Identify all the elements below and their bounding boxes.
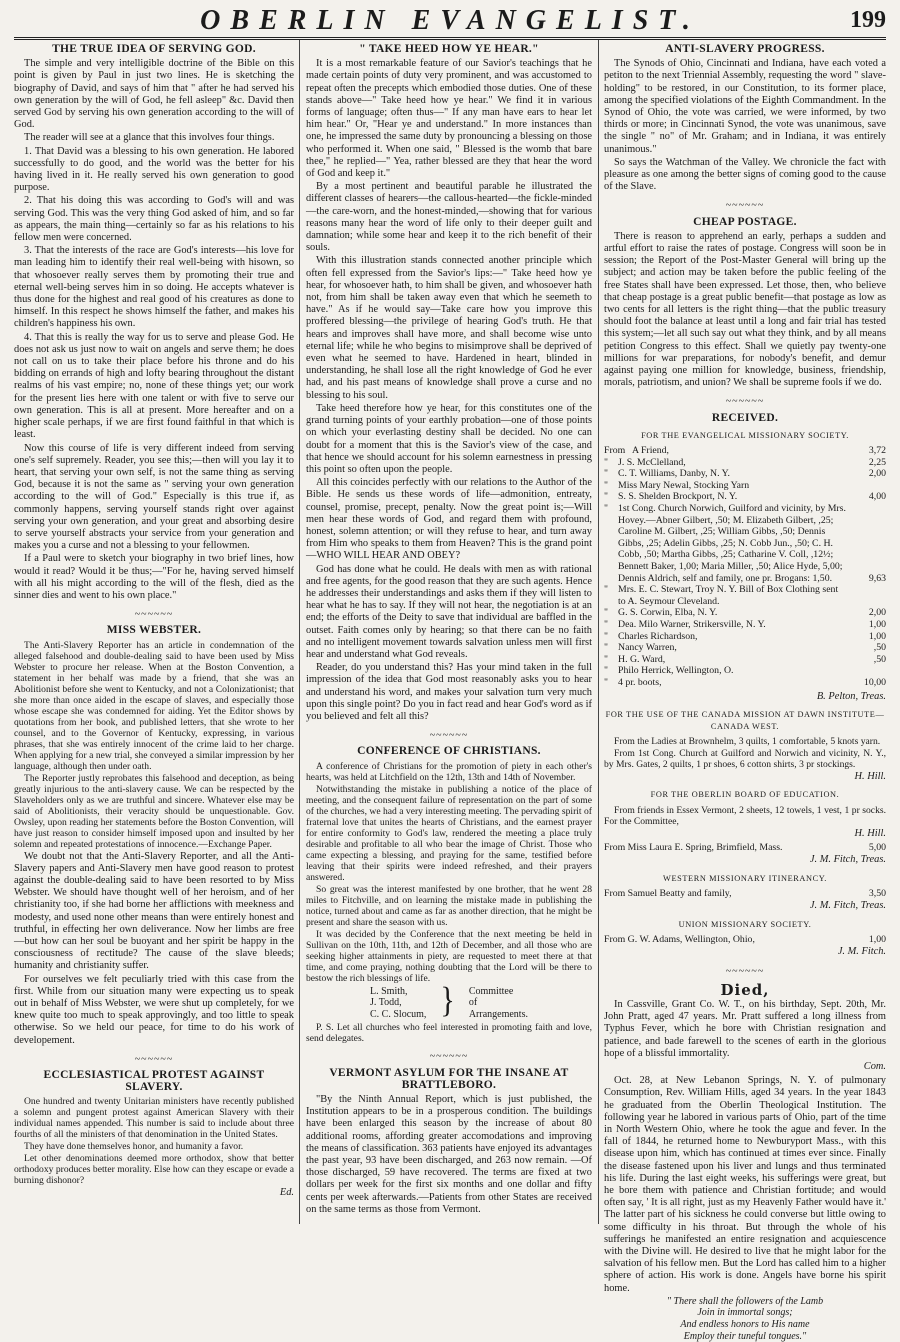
ditto-mark: " (604, 491, 608, 503)
section-divider: ~~~~~~ (725, 200, 765, 212)
paragraph: 3. That the interests of the race are God's interests—his love for man leading him to identify their real well-being with hisown, so that whosoever really serves them by promoting their true and eternal well-being serves him in so doing. He accepts whatever is thus done for the highest and real good of his creatures as done to himself. In this respect he shows himself the father, and makes his children's happiness his own. (14, 245, 294, 330)
article-heading: CHEAP POSTAGE. (693, 215, 797, 228)
paragraph: We doubt not that the Anti-Slavery Reporter, and all the Anti-Slavery papers and Anti-Slavery men have good reason to protest against the double-dealing said to have been resorted to by Miss Webster. We should have thought well of her heroism, and of her christianity too, if she had borne her afflictions with meekness and modesty, and used none other means than were entirely honest and truthful, in effecting her own deliverance. Now her limbs are free—but how can her soul be buoyant and her spirit be happy in the consciousness of rectitude? The cause of the slave bleeds; humanity and christianity suffer. (14, 850, 294, 972)
ledger-row (604, 445, 886, 457)
ditto-mark: " (604, 653, 608, 665)
ledger-amount: 1,00 (868, 619, 886, 630)
ledger-name: Philo Herrick, Wellington, O. (618, 665, 734, 677)
article-heading: " TAKE HEED HOW YE HEAR." (359, 43, 539, 55)
paragraph: From friends in Essex Vermont, 2 sheets, 12 towels, 1 vest, 1 pr socks. For the Committee, (604, 804, 886, 827)
receipts-ledger (604, 445, 886, 688)
ledger-amount: 5,00 (868, 841, 886, 853)
article-heading: MISS WEBSTER. (106, 624, 202, 637)
ledger-name: Miss Mary Newal, Stocking Yarn (618, 479, 750, 491)
committee-member: L. Smith, (370, 985, 408, 997)
paragraph: In Cassville, Grant Co. W. T., on his birthday, Sept. 20th, Mr. John Pratt, aged 47 years. Mr. Pratt suffered a long illness from Typhus Fever, which he bore with Christian resignation and patience, and bade farewell to the scenes of earth in the glorious hope of a blissful immortality. (604, 998, 886, 1059)
poem-line: Join in immortal songs; (697, 1307, 793, 1319)
signature: J. M. Fitch. (837, 946, 886, 958)
ledger-row (604, 677, 886, 689)
committee-label: Arrangements. (468, 1008, 528, 1020)
committee-label: of (468, 997, 478, 1009)
poem (604, 1296, 886, 1342)
ledger-name: Charles Richardson, (618, 630, 698, 642)
ledger-row (604, 934, 886, 946)
signature: Ed. (279, 1187, 294, 1199)
ditto-mark: " (604, 479, 608, 491)
committee-member: J. Todd, (370, 997, 402, 1009)
ledger-amount: 4,00 (868, 491, 886, 503)
paragraph: The Synods of Ohio, Cincinnati and Indiana, have each voted a petiton to the next Triennial Assembly, requesting the word " slave-holding" to be restored, in our Constitution, to its former place, among the specified violations of the Eighth Commandment. In the Synod of Ohio, the vote was carried, we were informed, by two thirds or more; in Cincinnati Synod, the vote was unanimous, save the single " no" of Mr. Graham; and in Indiana, it was entirely unanimous." (604, 58, 886, 155)
column-3 (604, 40, 886, 1342)
list-subheading: FOR THE EVANGELICAL MISSIONARY SOCIETY. (641, 430, 849, 440)
article-heading: CONFERENCE OF CHRISTIANS. (357, 745, 541, 758)
section-divider: ~~~~~~ (134, 609, 174, 621)
paragraph: It is a most remarkable feature of our Savior's teachings that he made certain points of duty very prominent, and was accustomed to repeat often the precepts which embodied those duties. One of these stands above—" Take heed how ye hear." We find it in various forms of language; often thus—" If any man have ears to hear let him hear." Or, "Hear ye and understand." In more instances than one, he impressed the same duty by pronouncing a blessing on those who performed it. When one said, " Blessed is the womb that bare thee," he replied—" Yea, rather blessed are they that hear the word of God and keep it." (306, 58, 592, 180)
obituary-heading: Died, (720, 980, 770, 999)
ledger-name: Dea. Milo Warner, Strikersville, N. Y. (618, 619, 766, 630)
ledger-amount: 10,00 (863, 676, 886, 688)
ditto-mark: " (604, 619, 608, 630)
ditto-mark: " (604, 503, 608, 515)
list-subheading: WESTERN MISSIONARY ITINERANCY. (663, 873, 827, 883)
ledger-row (604, 503, 886, 584)
paragraph: For ourselves we felt peculiarly tried with this case from the first. While from our situation many were expecting us to speak out in behalf of Miss Webster, we were shut up completely, for we knew quite too much to speak approvingly, and too little to speak otherwise. So we held our peace, for time to do his work of developement. (14, 973, 294, 1046)
ledger-row (604, 584, 886, 607)
ledger-amount: 1,00 (868, 630, 886, 642)
ledger-name: C. T. Williams, Danby, N. Y. (618, 468, 730, 480)
ledger-long-entry: 1st Cong. Church Norwich, Guilford and vicinity, by Mrs. Hovey.—Abner Gilbert, ,50; M. Elizabeth Gilbert, ,25; Caroline M. Gilbert, ,25; William Gibbs, ,50; Dennis Gibbs, ,25; Adelin Gibbs, ,25; N. Cobb Jun., ,50; C. H. Cobb, ,50; Martha Gibbs, ,25; Catharine V. Coll, ,12½; Bennett Baker, 1,00; Maria Miller, ,50; Alice Hyde, 5,00; Dennis Aldrich, self and family, one pr. Brogans: 1,50. (618, 503, 846, 584)
masthead (14, 3, 886, 40)
paragraph: So says the Watchman of the Valley. We chronicle the fact with pleasure as one among the better signs of coming good to the cause of the Slave. (604, 156, 886, 193)
ledger-row (604, 480, 886, 492)
paragraph: Now this course of life is very different indeed from serving one's self supremely. Reader, you see this;—then will you lay it to heart, that serving your own self, is not the same thing as serving God, because it is not the same as " serving your own generation according to the will of God." Especially is this true if, as commonly happens, serving yourself stands right over against serving your own generation, and your great and absorbing desire to serve yourself abstracts your service from your generation and makes you a curse and not a blessing to your fellowmen. (14, 442, 294, 552)
ditto-mark: " (604, 584, 608, 596)
ledger-row (604, 607, 886, 619)
ledger-name: Nancy Warren, (618, 642, 677, 654)
paragraph: The Anti-Slavery Reporter has an article in condemnation of the alleged falsehood and double-dealing said to have been used by Miss Webster to procure her release. When at the Boston Convention, a statement in her behalf was made by a friend, that she was an Abolitionist before she went to Kentucky, and not a Colonizationist; that she more than once aided in the escape of slaves, and especially those whose escape she was condemned for aiding. Yet the Editor shows by quotations from her book, and published letters, that she wrote to her counsel, and to the Governor of Kentucky, expressing, in various phrases, that she was entirely innocent of the crime laid to her charge. When applying for a new trial, she conveyed a similar impression by her language, although then under oath. (14, 639, 294, 772)
poem-line: " There shall the followers of the Lamb (666, 1295, 824, 1307)
paragraph: God has done what he could. He deals with men as with rational and free agents, for the good reason that they are such agents. Hence he addresses their understandings and asks them if they will listen to hear what he has to say. If they will not hear, the negotiation is at an end; the efforts of the Deity to save that individual are baffled in the outset. Faith comes only by hearing; so that there can be no faith and no intelligent movement towards salvation unless men will first hear and understand what God reveals. (306, 563, 592, 660)
poem-line: And endless honors to His name (680, 1319, 810, 1331)
ledger-amount: 2,25 (868, 456, 886, 468)
section-divider: ~~~~~~ (725, 965, 765, 977)
section-divider: ~~~~~~ (725, 396, 765, 408)
treasurer-signature: J. M. Fitch, Treas. (809, 900, 886, 912)
ledger-name: From Miss Laura E. Spring, Brimfield, Mass. (604, 841, 783, 853)
paragraph: All this coincides perfectly with our relations to the Author of the Bible. He sends us these words of life—admonition, entreaty, counsel, promise, precept, penalty. Now the great point is;—Will men hear these words of God, and regard them with profound, honest, solemn attention; or will they refuse to hear, and turn away from Him who speaks to them from Heaven? This is the grand point—WHO WILL HEAR AND OBEY? (306, 477, 592, 562)
section-divider: ~~~~~~ (429, 1051, 469, 1063)
paragraph: Take heed therefore how ye hear, for this constitutes one of the grand turning points of your earthly probation—one of those points on which your everlasting destiny shall be decided. No one can doubt for a moment that this is the Savior's view of the case, and that hence we should account for his solemn earnestness in pressing this point so often upon the people. (306, 402, 592, 475)
paragraph: The simple and very intelligible doctrine of the Bible on this point is given by Paul in just two lines. He is sketching the biography of David, and says of him that " after he had served his own generation by the will of God, he fell asleep" &c. David then served God by serving his own generation according to the will of God. (14, 58, 294, 131)
treasurer-signature: B. Pelton, Treas. (816, 690, 886, 702)
brace: } (440, 979, 455, 1020)
paragraph: By a most pertinent and beautiful parable he illustrated the different classes of hearers—the callous-hearted—the fickle-minded—the care-worn, and the honest-minded,—showing that for various reasons many hear the word of life only to their deeper guilt and damnation; while some hear and keep it to the rich benefit of their souls. (306, 181, 592, 254)
paragraph: A conference of Christians for the promotion of piety in each other's hearts, was held at Litchfield on the 12th, 13th and 14th of November. (306, 760, 592, 783)
ledger-row (604, 457, 886, 469)
signature: H. Hill. (854, 827, 886, 839)
ledger-name: A Friend, (632, 445, 670, 457)
ditto-mark: " (604, 642, 608, 654)
paragraph: Let other denominations deemed more orthodox, show that better orthodoxy produces better morality. Else how can they escape or evade a burning dishonor? (14, 1153, 294, 1187)
paragraph: They have done themselves honor, and humanity a favor. (24, 1141, 244, 1153)
ledger-amount (848, 665, 886, 677)
ledger-row (604, 888, 886, 900)
article-heading: RECEIVED. (711, 411, 779, 424)
ledger-name: H. G. Ward, (618, 653, 666, 665)
page-number: 199 (850, 7, 886, 33)
paragraph: From 1st Cong. Church at Guilford and Norwich and vicinity, N. Y., by Mrs. Gates, 2 quilts, 1 pr shoes, 6 cotton shirts, 3 pr stockings. (604, 748, 886, 771)
ledger-row (604, 665, 886, 677)
section-divider: ~~~~~~ (134, 1053, 174, 1065)
paragraph: One hundred and twenty Unitarian ministers have recently published a solemn and pungent protest against American Slavery with their individual names appended. This number is said to include about three fourths of all the ministers of that denomination in the United States. (14, 1096, 294, 1141)
article-heading: THE TRUE IDEA OF SERVING GOD. (52, 43, 256, 55)
ditto-mark: " (604, 665, 608, 677)
paragraph: With this illustration stands connected another principle which often fell expressed from the Savior's lips:—" Take heed how ye hear, for whosoever hath, to him shall be given, and whosoever hath not, from him shall be taken away even that which he seemeth to have." As if he would say—Take care how you improve this proffered blessing—the privilege of hearing God's truth. He that hears and improves shall have more, and shall become wise unto eternal life; while he who begins to misimprove shall be deprived of even what he seemed to have. Hardened in heart, blinded in understanding, he shall lose all the right knowledge of God he ever had, and his past means of knowledge shall prove a curse and no blessing to his soul. (306, 255, 592, 401)
postscript: P. S. Let all churches who feel interested in promoting faith and love, send delegates. (306, 1022, 592, 1045)
ledger-name: S. S. Shelden Brockport, N. Y. (618, 491, 738, 503)
ledger-row (604, 842, 886, 854)
paragraph: Oct. 28, at New Lebanon Springs, N. Y. of pulmonary Consumption, Rev. William Hills, aged 34 years. In the year 1843 he graduated from the Oberlin Theological Institution. The following year he labored in various parts of Ohio, part of the time in North Western Ohio, where he took the ague and fever. In the fall of 1844, he returned home to Newburyport Mass., with this disease upon him, which has continued at times ever since. Finally the disease fastened upon his liver and lungs and thus terminated his life. During the last eight weeks, his sufferings were great, but he bore them with patience and Christian fortitude; and would often say, ' It is all right, just as my Heavenly Father would have it.' The latter part of his sickness he could converse but little owing to some difficulty in his throat. But through the whole of his sufferings he manifested an entire resignation and acquiescence with the Divine will. He desired to live that he might labor for the salvation of his fellow men. But the Lord has called him to a higher sphere of action. His work is done. Angels have borne his spirit home. (604, 1075, 886, 1294)
ledger-row (604, 491, 886, 503)
column-rule (299, 40, 300, 1224)
committee-member: C. C. Slocum, (370, 1008, 427, 1020)
paragraph: Reader, do you understand this? Has your mind taken in the full impression of the idea that God most reasonably asks you to hear and understand his word, and makes your salvation turn very much upon this single point? Do you in fact read and hear God's word as if you believed and felt all this? (306, 662, 592, 722)
committee-block (306, 979, 592, 1021)
ledger-amount: 2,00 (868, 468, 886, 480)
ledger-amount: 2,00 (868, 607, 886, 619)
ledger-amount: 1,00 (868, 933, 886, 945)
paragraph: 2. That his doing this was according to God's will and was serving God. This was the very thing God asked of him, and so far as appears, the main thing—certainly so far as his relations to his fellow men were concerned. (14, 195, 294, 244)
committee-label: Committee (468, 985, 514, 997)
paragraph: "By the Ninth Annual Report, which is just published, the Institution appears to be in a prosperous condition. The buildings have been enlarged this season by the increase of about 80 additional rooms, affording greater accomodations and improving the means of classification. 363 patients have enjoyed its advantages the past year, 93 have been discharged, and 263 now remain. —Of those discharged, 59 have recovered. The terms are fixed at two dollars per week for the first six months and one dollar and fifty cents per week afterwards.—Patients from other States are received on the same terms as those from Vermont. (306, 1093, 592, 1215)
ledger-name: G. S. Corwin, Elba, N. Y. (618, 607, 718, 619)
ledger-name: From G. W. Adams, Wellington, Ohio, (604, 933, 755, 945)
column-rule (598, 40, 599, 1224)
paragraph: The Reporter justly reprobates this falsehood and deception, as being greatly injurious to the anti-slavery cause. We can be respected by the Slaveholders only as we are truthful and sincere. Whatever else may be said of Abolitionists, their veracity should be unquestionable. Gov. Owsley, upon reading her statements before the Boston Convention, will have just reason to consider himself imposed upon and insulted by her solemn and repeated protestations of innocence.—Exchange Paper. (14, 772, 294, 850)
column-2 (306, 40, 592, 1224)
ditto-mark: " (604, 468, 608, 480)
list-subheading: FOR THE OBERLIN BOARD OF EDUCATION. (650, 790, 840, 800)
ledger-amount: ,50 (873, 642, 886, 654)
ledger-row (604, 654, 886, 666)
masthead-title: OBERLIN EVANGELIST. (200, 5, 700, 36)
ledger-row (604, 642, 886, 654)
ledger-amount (848, 584, 886, 607)
paragraph: The reader will see at a glance that this involves four things. (24, 132, 275, 144)
signature: H. Hill. (854, 771, 886, 783)
from-label: From (604, 445, 626, 457)
ledger-amount: 3,72 (868, 445, 886, 457)
column-1 (14, 40, 294, 1224)
ledger-name: J. S. McClelland, (618, 456, 686, 468)
ledger-name: Mrs. E. C. Stewart, Troy N. Y. Bill of Box Clothing sent to A. Seymour Cleveland. (618, 584, 839, 607)
ledger-name: 4 pr. boots, (618, 676, 662, 688)
paragraph: Notwithstanding the mistake in publishing a notice of the place of meeting, and the consequent failure of representation on the part of some of the churches, we had a very interesting meeting. The pervading spirit of fraternal love that unites the hearts of Christians, and the earnest prayer for entire conformity to God's law, rendered the meeting a place truly desirable and profitable to all who bear the image of Christ. Those who came expecting a blessing, and praying for the same, testified before leaving that their spirits were indeed refreshed, and their prayers answered. (306, 783, 592, 883)
ledger-row (604, 468, 886, 480)
ledger-amount (848, 480, 886, 492)
poem-line: Employ their tuneful tongues." (683, 1330, 807, 1342)
ditto-mark: " (604, 676, 608, 688)
signature: Com. (863, 1061, 886, 1072)
list-subheading: UNION MISSIONARY SOCIETY. (678, 919, 812, 929)
list-subheading: FOR THE USE OF THE CANADA MISSION AT DAWN INSTITUTE—CANADA WEST. (605, 709, 885, 731)
ledger-row (604, 619, 886, 631)
paragraph: From the Ladies at Brownhelm, 3 quilts, 1 comfortable, 5 knots yarn. (614, 736, 881, 748)
treasurer-signature: J. M. Fitch, Treas. (809, 854, 886, 866)
section-divider: ~~~~~~ (429, 730, 469, 742)
ditto-mark: " (604, 456, 608, 468)
ledger-name: From Samuel Beatty and family, (604, 887, 732, 899)
ledger-row (604, 631, 886, 643)
ditto-mark: " (604, 630, 608, 642)
ditto-mark: " (604, 607, 608, 619)
paragraph: If a Paul were to sketch your biography in two brief lines, how would it read? Would it be thus;—"For he, having served himself with all his might according to the will of the flesh, died as the sinner dies and went to his own place." (14, 553, 294, 601)
ledger-amount: 9,63 (868, 572, 886, 584)
ledger-amount: 3,50 (868, 887, 886, 899)
paragraph: It was decided by the Conference that the next meeting be held in Sullivan on the 10th, 11th, and 12th of December, and all those who are seeking higher attainments in piety, are requested to meet there at that time, and come praying, nothing doubting that the Lord will be there to bestow the rich blessings of life. (306, 928, 592, 984)
paragraph: So great was the interest manifested by one brother, that he went 28 miles to Fitchville, and on learning the mistake made in publishing the notice, turned about and came as far as another direction, that he might be present and share the season with us. (306, 883, 592, 928)
paragraph: 1. That David was a blessing to his own generation. He labored successfully to do good, and the world was the better for his having lived in it. He really served his own generation to good purpose. (14, 145, 294, 194)
article-heading: ANTI-SLAVERY PROGRESS. (665, 43, 825, 55)
article-heading: VERMONT ASYLUM FOR THE INSANE AT BRATTLEBORO. (329, 1066, 569, 1091)
article-heading: ECCLESIASTICAL PROTEST AGAINST SLAVERY. (43, 1069, 265, 1094)
ledger-amount: ,50 (873, 653, 886, 665)
paragraph: There is reason to apprehend an early, perhaps a sudden and artful effort to raise the rates of postage. Congress will soon be in session; the Report of the Post-Master General will bring up the subject; and action may be taken before the public feeling of the free States shall have been expressed. Let those, then, who believe that cheap postage is a great public benefit—that postage as low as two cents for all letters is the right thing—that the public treasury should foot the balance at least until a long and fair trial has tested this system;—let all such say out what they think, and by all means petition Congress to this effect. Shall we quietly pay twenty-one millions for war preparations, for nobody's benefit, and demur against paying one million for knowledge, business, friendship, morals, patriotism, and union? We shall be supreme fools if we do. (604, 230, 886, 389)
paragraph: 4. That this is really the way for us to serve and please God. He does not ask us just now to wait on angels and serve them; he does not call on us to take their place before his throne and do his bidding on errands of high and lofty bearing throughout the distant realms of his vast empire; no, none of these things yet; our work for the present lies here with one talent or with five to serve our own generation. This is all at present. More hereafter and on a higher scale perhaps, if we are first found faithful in that which is least. (14, 331, 294, 441)
